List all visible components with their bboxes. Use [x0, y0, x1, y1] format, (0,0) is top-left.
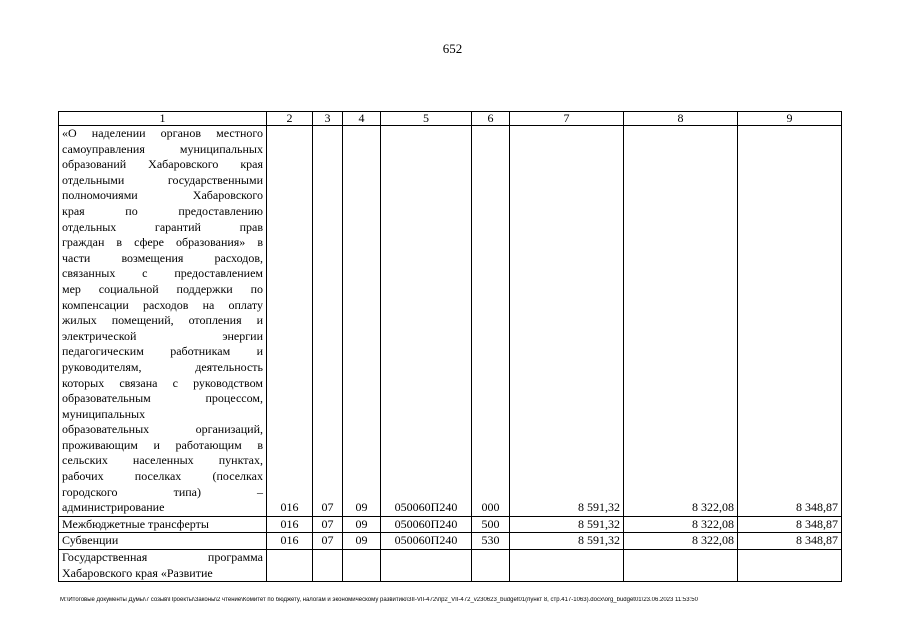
cell-expense-type	[472, 550, 510, 582]
cell-section	[313, 550, 343, 582]
document-path-footer: M:\Итоговые документы Думы\7 созыв\Проекты\Законы\2 чтение\Комитет по бюджету, налогам и экономическому развитию\3II-VII-472\пр2_VII-472_v230623_budget01(пункт 8, стр.417-1063).docx\org_budget01\23.06.2023 11:53:50	[60, 597, 698, 603]
description-line: граждан в сфере образования» в	[62, 235, 263, 250]
column-header: 6	[472, 112, 510, 126]
cell-amount-year1	[510, 550, 624, 582]
description-line: образовательных организаций,	[62, 422, 263, 437]
description-line: связанных с предоставлением	[62, 266, 263, 281]
row-description	[59, 126, 267, 517]
cell-expense-type: 000	[472, 126, 510, 517]
description-line: образовательным процессом,	[62, 391, 263, 406]
cell-amount-year1: 8 591,32	[510, 533, 624, 550]
cell-subsection: 09	[343, 533, 381, 550]
column-header: 2	[267, 112, 313, 126]
cell-ministry-code: 016	[267, 126, 313, 517]
cell-target-article: 050060П240	[381, 533, 472, 550]
description-line: рабочих поселках (поселках	[62, 469, 263, 484]
column-header: 8	[624, 112, 738, 126]
description-line: образований Хабаровского края	[62, 157, 263, 172]
cell-subsection: 09	[343, 516, 381, 533]
cell-expense-type: 500	[472, 516, 510, 533]
cell-ministry-code: 016	[267, 533, 313, 550]
cell-subsection	[343, 550, 381, 582]
description-line: жилых помещений, отопления и	[62, 313, 263, 328]
column-header: 1	[59, 112, 267, 126]
table-header-row	[59, 112, 842, 126]
row-description: Субвенции	[59, 533, 267, 550]
cell-ministry-code	[267, 550, 313, 582]
description-line: руководителям, деятельность	[62, 359, 263, 374]
description-line: края по предоставлению	[62, 203, 263, 218]
cell-subsection: 09	[343, 126, 381, 517]
cell-section: 07	[313, 533, 343, 550]
table-row	[59, 516, 842, 533]
cell-target-article: 050060П240	[381, 516, 472, 533]
row-description: Межбюджетные трансферты	[59, 516, 267, 533]
column-header: 9	[738, 112, 842, 126]
column-header: 4	[343, 112, 381, 126]
column-header: 3	[313, 112, 343, 126]
description-line: «О наделении органов местного	[62, 126, 263, 140]
description-line: которых связана с руководством	[62, 375, 263, 390]
cell-target-article	[381, 550, 472, 582]
page-number: 652	[442, 41, 463, 56]
description-line: городского типа) –	[62, 484, 263, 499]
description-line: отдельными государственными	[62, 172, 263, 187]
description-line: Хабаровского края «Развитие	[62, 565, 213, 580]
cell-section: 07	[313, 126, 343, 517]
cell-amount-year2: 8 322,08	[624, 516, 738, 533]
table-row	[59, 533, 842, 550]
cell-expense-type: 530	[472, 533, 510, 550]
cell-amount-year2: 8 322,08	[624, 126, 738, 517]
cell-amount-year3: 8 348,87	[738, 533, 842, 550]
cell-amount-year3: 8 348,87	[738, 126, 842, 517]
cell-section: 07	[313, 516, 343, 533]
description-line: части возмещения расходов,	[62, 250, 263, 265]
row-description	[59, 550, 267, 582]
description-line: самоуправления муниципальных	[62, 141, 263, 156]
description-line: проживающим и работающим в	[62, 437, 263, 452]
description-line: электрической энергии	[62, 328, 263, 343]
description-line: муниципальных	[62, 406, 146, 421]
table-row	[59, 126, 842, 517]
cell-amount-year1: 8 591,32	[510, 126, 624, 517]
description-line: компенсации расходов на оплату	[62, 297, 263, 312]
cell-amount-year3	[738, 550, 842, 582]
column-header: 5	[381, 112, 472, 126]
cell-amount-year2	[624, 550, 738, 582]
description-line: администрирование	[62, 500, 165, 515]
cell-ministry-code: 016	[267, 516, 313, 533]
description-line: сельских населенных пунктах,	[62, 453, 263, 468]
description-line: педагогическим работникам и	[62, 344, 263, 359]
cell-amount-year2: 8 322,08	[624, 533, 738, 550]
cell-target-article: 050060П240	[381, 126, 472, 517]
column-header: 7	[510, 112, 624, 126]
table-row	[59, 550, 842, 582]
description-line: полномочиями Хабаровского	[62, 188, 263, 203]
description-line: отдельных гарантий прав	[62, 219, 263, 234]
description-line: мер социальной поддержки по	[62, 281, 263, 296]
description-line: Государственная программа	[62, 550, 263, 565]
cell-amount-year1: 8 591,32	[510, 516, 624, 533]
budget-table	[58, 111, 842, 582]
cell-amount-year3: 8 348,87	[738, 516, 842, 533]
